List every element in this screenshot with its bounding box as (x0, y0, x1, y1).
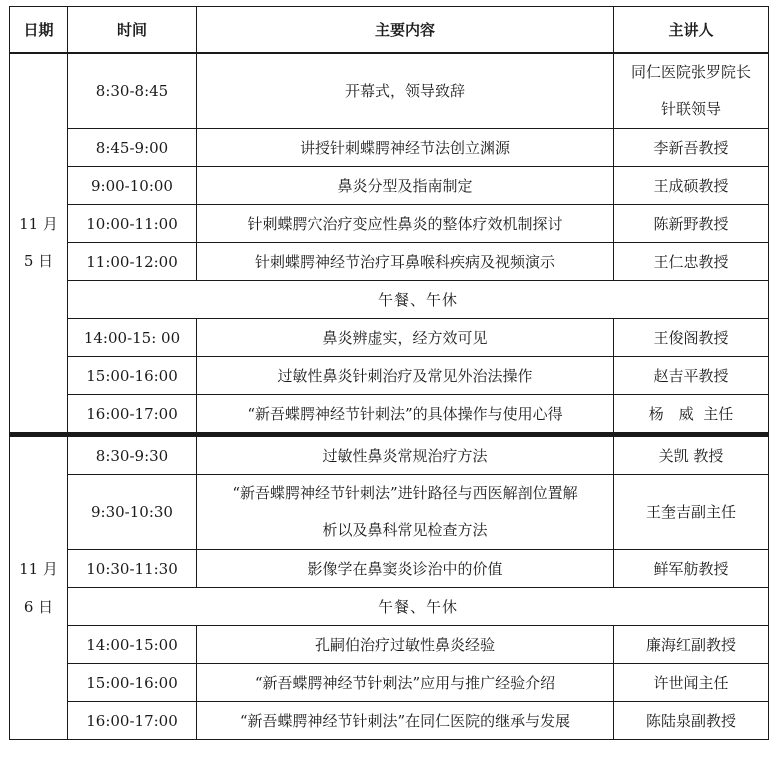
date-cell-day1 (10, 53, 68, 435)
table-row (10, 129, 769, 167)
time-cell: 9:30-10:30 (68, 475, 197, 550)
time-cell: 8:30-8:45 (68, 53, 197, 129)
table-row (10, 205, 769, 243)
content-cell: 过敏性鼻炎针刺治疗及常见外治法操作 (197, 357, 614, 395)
speaker-cell: 许世闻主任 (614, 664, 769, 702)
content-cell: 针刺蝶腭神经节治疗耳鼻喉科疾病及视频演示 (197, 243, 614, 281)
lunch-cell: 午餐、午休 (68, 588, 769, 626)
time-cell: 11:00-12:00 (68, 243, 197, 281)
table-row (10, 435, 769, 475)
lunch-cell: 午餐、午休 (68, 281, 769, 319)
content-cell: 过敏性鼻炎常规治疗方法 (197, 435, 614, 475)
time-cell: 14:00-15:00 (68, 626, 197, 664)
speaker-cell: 陈陆泉副教授 (614, 702, 769, 740)
speaker-cell: 王俊阁教授 (614, 319, 769, 357)
table-row (10, 395, 769, 435)
table-row (10, 702, 769, 740)
speaker-cell: 陈新野教授 (614, 205, 769, 243)
schedule-table (9, 6, 769, 740)
speaker-cell: 鲜军舫教授 (614, 550, 769, 588)
content-cell: 鼻炎分型及指南制定 (197, 167, 614, 205)
header-content: 主要内容 (197, 7, 614, 54)
table-row (10, 53, 769, 129)
speaker-cell: 关凯 教授 (614, 435, 769, 475)
time-cell: 10:00-11:00 (68, 205, 197, 243)
speaker-cell: 王奎吉副主任 (614, 475, 769, 550)
speaker-cell: 王仁忠教授 (614, 243, 769, 281)
time-cell: 10:30-11:30 (68, 550, 197, 588)
content-line: 析以及鼻科常见检查方法 (322, 521, 488, 539)
content-cell: 影像学在鼻窦炎诊治中的价值 (197, 550, 614, 588)
date-cell-day2 (10, 435, 68, 740)
header-row (10, 7, 769, 54)
speaker-line: 针联领导 (660, 100, 721, 118)
time-cell: 14:00-15: 00 (68, 319, 197, 357)
table-row (10, 626, 769, 664)
table-row (10, 664, 769, 702)
table-row (10, 475, 769, 550)
speaker-cell: 王成硕教授 (614, 167, 769, 205)
time-cell: 15:00-16:00 (68, 664, 197, 702)
speaker-cell: 李新吾教授 (614, 129, 769, 167)
header-speaker: 主讲人 (614, 7, 769, 54)
speaker-cell (614, 53, 769, 129)
date-month: 11 月 (19, 215, 58, 233)
time-cell: 8:30-9:30 (68, 435, 197, 475)
date-day: 6 日 (23, 598, 54, 616)
header-date: 日期 (10, 7, 68, 54)
speaker-cell: 赵吉平教授 (614, 357, 769, 395)
time-cell: 9:00-10:00 (68, 167, 197, 205)
table-row (10, 167, 769, 205)
content-cell: 针刺蝶腭穴治疗变应性鼻炎的整体疗效机制探讨 (197, 205, 614, 243)
table-row (10, 357, 769, 395)
table-row (10, 243, 769, 281)
speaker-line: 同仁医院张罗院长 (630, 63, 751, 81)
time-cell: 8:45-9:00 (68, 129, 197, 167)
table-row (10, 319, 769, 357)
content-cell: “新吾蝶腭神经节针刺法”应用与推广经验介绍 (197, 664, 614, 702)
content-cell: 孔嗣伯治疗过敏性鼻炎经验 (197, 626, 614, 664)
content-cell: 鼻炎辨虚实，经方效可见 (197, 319, 614, 357)
content-cell: “新吾蝶腭神经节针刺法”的具体操作与使用心得 (197, 395, 614, 435)
content-line: “新吾蝶腭神经节针刺法”进针路径与西医解剖位置解 (232, 484, 578, 502)
date-month: 11 月 (19, 560, 58, 578)
lunch-row (10, 588, 769, 626)
content-cell: 讲授针刺蝶腭神经节法创立渊源 (197, 129, 614, 167)
time-cell: 15:00-16:00 (68, 357, 197, 395)
time-cell: 16:00-17:00 (68, 395, 197, 435)
time-cell: 16:00-17:00 (68, 702, 197, 740)
date-day: 5 日 (23, 252, 54, 270)
table-row (10, 550, 769, 588)
lunch-row (10, 281, 769, 319)
speaker-cell: 廉海红副教授 (614, 626, 769, 664)
speaker-cell: 杨 威 主任 (614, 395, 769, 435)
content-cell: 开幕式，领导致辞 (197, 53, 614, 129)
header-time: 时间 (68, 7, 197, 54)
content-cell (197, 475, 614, 550)
content-cell: “新吾蝶腭神经节针刺法”在同仁医院的继承与发展 (197, 702, 614, 740)
